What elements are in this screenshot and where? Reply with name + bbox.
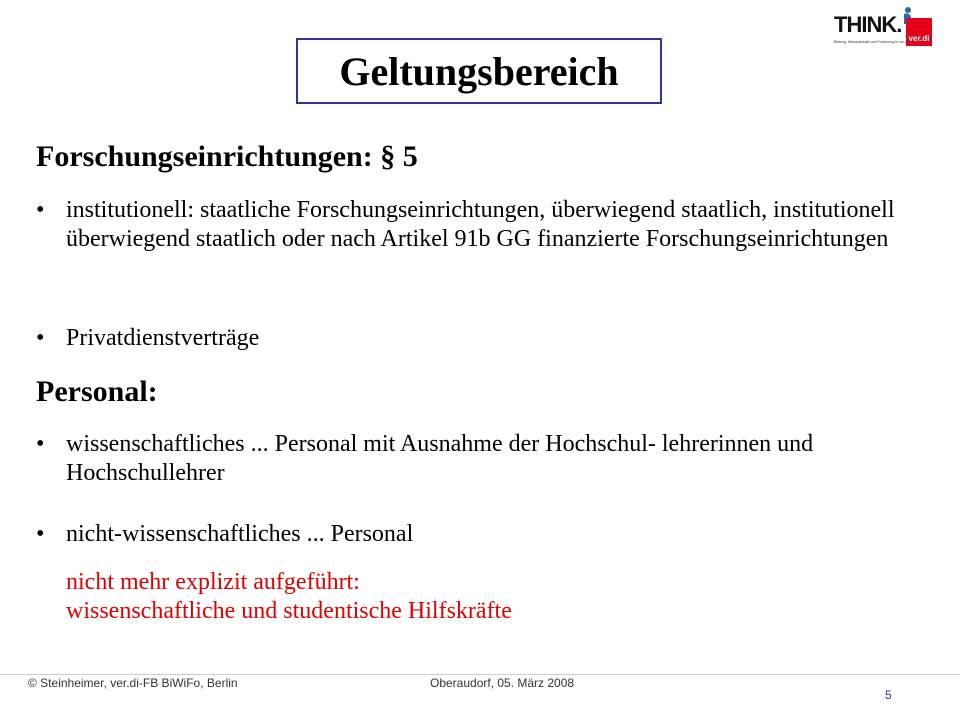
bullet-text: nicht-wissenschaftliches ... Personal (66, 521, 414, 547)
red-note (66, 568, 512, 626)
section-heading-forschungseinrichtungen: Forschungseinrichtungen: § 5 (36, 140, 418, 173)
title-box (296, 38, 662, 104)
logo-word: THINK. (834, 12, 902, 37)
footer-date: Oberaudorf, 05. März 2008 (430, 676, 575, 690)
bullet-symbol: • (36, 431, 45, 457)
bullet-text: Privatdienstverträge (66, 325, 260, 351)
logo-tagline: Bildung, Wissenschaft und Forschung in ver.di (834, 40, 908, 44)
slide-title: Geltungsbereich (339, 48, 619, 94)
bullet-symbol: • (36, 521, 45, 547)
footer-author: © Steinheimer, ver.di-FB BiWiFo, Berlin (28, 676, 238, 690)
bullet-symbol: • (36, 325, 45, 351)
section-heading-personal: Personal: (36, 375, 158, 408)
red-note-line-2: wissenschaftliche und studentische Hilfskräfte (66, 598, 512, 624)
bullet-text: institutionell: staatliche Forschungseinrichtungen, überwiegend staatlich, institutionell überwiegend staatlich oder nach Artikel 91b GG finanzierte Forschungseinrichtungen (66, 197, 895, 252)
red-note-line-1: nicht mehr explizit aufgeführt: (66, 569, 360, 595)
bullet-symbol: • (36, 197, 45, 223)
footer-divider (0, 674, 960, 675)
think-verdi-logo (834, 6, 934, 50)
page-number: 5 (885, 688, 892, 702)
bullet-text: wissenschaftliches ... Personal mit Ausnahme der Hochschul- lehrerinnen und Hochschullehrer (66, 431, 814, 486)
logo-badge: ver.di (906, 18, 932, 46)
